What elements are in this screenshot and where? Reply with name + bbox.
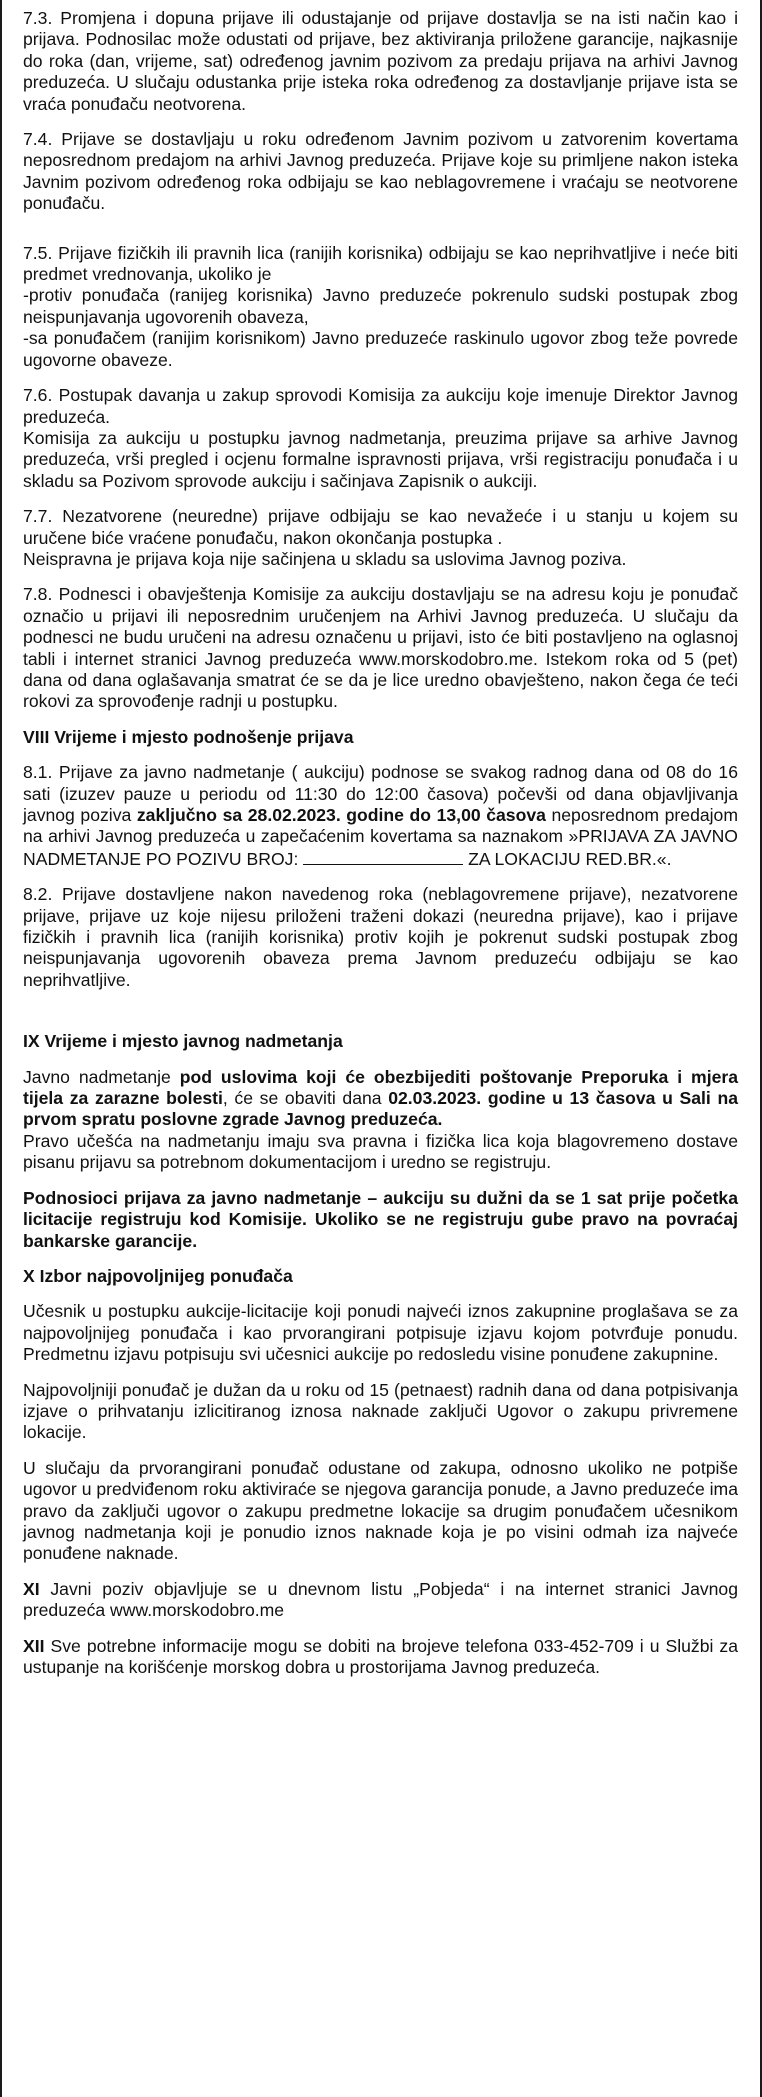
- section-9-p3: Podnosioci prijava za javno nadmetanje – aukciju su dužni da se 1 sat prije početka licitacije registruju kod Komisije. Ukoliko se ne registruju gube pravo na povraćaj bankarske garancije.: [23, 1187, 738, 1251]
- section-8-1: [23, 762, 738, 870]
- section-11-label: XI: [23, 1578, 40, 1599]
- section-8-2: 8.2. Prijave dostavljene nakon navedenog roka (neblagovremene prijave), nezatvorene prijave, prijave uz koje nijesu priloženi traženi dokazi (neuredna prijave), kao i prijave fizičkih i pravnih lica (ranijih korisnika) protiv kojih je pokrenut sudski postupak zbog neispunjavanja ugovorenih obaveza prema Javnom preduzeću odbijaju se kao neprihvatljive.: [23, 884, 738, 990]
- heading-section-10: X Izbor najpovoljnijeg ponuđača: [23, 1265, 293, 1286]
- section-12-label: XII: [23, 1635, 45, 1656]
- section-7-7-p2: Neispravna je prijava koja nije sačinjena u skladu sa uslovima Javnog poziva.: [23, 548, 627, 569]
- section-8-1-a: 8.1. Prijave za javno nadmetanje ( aukciju) podnose se svakog radnog dana od 08 do 16 sati (izuzev pauze u periodu od 11:30 do 12:00 časova) počevši od dana objavljivanja javnog poziva: [23, 762, 738, 825]
- section-12: [23, 1636, 738, 1679]
- section-10-p1: Učesnik u postupku aukcije-licitacije koji ponudi najveći iznos zakupnine proglašava se za najpovoljnijeg ponuđača i kao prvorangirani potpisuje izjavu kojom potvrđuje ponudu. Predmetnu izjavu potpisuju svi učesnici aukcije po redosledu visine ponuđene zakupnine.: [23, 1301, 738, 1365]
- section-7-5-item-2: -sa ponuđačem (ranijim korisnikom) Javno preduzeće raskinulo ugovor zbog teže povrede ugovorne obaveze.: [23, 328, 738, 370]
- section-10-p3: U slučaju da prvorangirani ponuđač odustane od zakupa, odnosno ukoliko ne potpiše ugovor u predviđenom roku aktiviraće se njegova garancija ponude, a Javno preduzeće ima pravo da zaključi ugovor o zakupu predmetne lokacije sa drugim ponuđačem učesnikom javnog nadmetanja koji je ponudio iznos naknade koja je po visini odmah iza najveće ponuđene naknade.: [23, 1457, 738, 1564]
- heading-section-9: IX Vrijeme i mjesto javnog nadmetanja: [23, 1031, 343, 1052]
- section-7-4: 7.4. Prijave se dostavljaju u roku određenom Javnim pozivom u zatvorenim kovertama neposrednom predajom na arhivi Javnog preduzeća. Prijave koje su primljene nakon isteka Javnim pozivom određenog roka odbijaju se kao neblagovremene i vraćaju se neotvorene ponuđaču.: [23, 129, 738, 214]
- heading-section-8: VIII Vrijeme i mjesto podnošenje prijava: [23, 726, 354, 747]
- section-11-text: Javni poziv objavljuje se u dnevnom listu „Pobjeda“ i na internet stranici Javnog preduzeća www.morskodobro.me: [23, 1578, 738, 1621]
- section-9-p2: Pravo učešća na nadmetanju imaju sva pravna i fizička lica koja blagovremeno dostave pisanu prijavu sa potrebnom dokumentacijom i uredno se registruju.: [23, 1130, 738, 1173]
- call-number-blank: [303, 848, 463, 865]
- section-11: [23, 1579, 738, 1622]
- section-7-6-p2: Komisija za aukciju u postupku javnog nadmetanja, preuzima prijave sa arhive Javnog preduzeća, vrši pregled i ocjenu formalne ispravnosti prijava, vrši registraciju ponuđača i u skladu sa Pozivom sprovode aukciju i sačinjava Zapisnik o aukciji.: [23, 427, 738, 491]
- section-7-3: 7.3. Promjena i dopuna prijave ili odustajanje od prijave dostavlja se na isti način kao i prijava. Podnosilac može odustati od prijave, bez aktiviranja priložene garancije, najkasnije do roka (dan, vrijeme, sat) određenog javnim pozivom za predaju prijava na arhivi Javnog preduzeća. U slučaju odustanka prije isteka roka određenog za dostavljanje prijave ista se vraća ponuđaču neotvorena.: [23, 8, 738, 114]
- section-10-p2: Najpovoljniji ponuđač je dužan da u roku od 15 (petnaest) radnih dana od dana potpisivanja izjave o prihvatanju izlicitiranog iznosa naknade zaključi Ugovor o zakupu privremene lokacije.: [23, 1379, 738, 1443]
- section-8-1-c: neposrednom predajom na arhivi Javnog preduzeća u zapečaćenim kovertama sa naznakom »PRIJAVA ZA JAVNO NADMETANJE PO POZIVU BROJ:: [23, 805, 738, 869]
- section-8-1-deadline: zaključno sa 28.02.2023. godine do 13,00 časova: [136, 805, 546, 825]
- section-9-date: 02.03.2023. godine u 13 časova u Sali na prvom spratu poslovne zgrade Javnog preduzeća.: [23, 1088, 738, 1130]
- section-8-1-d: ZA LOKACIJU RED.BR.«.: [463, 848, 672, 869]
- section-9-p1: [23, 1067, 738, 1131]
- section-7-7-p1: 7.7. Nezatvorene (neuredne) prijave odbijaju se kao nevažeće i u stanju u kojem su uručene biće vraćene ponuđaču, nakon okončanja postupka .: [23, 506, 738, 548]
- section-9-conditions: pod uslovima koji će obezbijediti poštovanje Preporuka i mjera tijela za zarazne bolesti: [23, 1066, 739, 1109]
- section-7-6-p1: 7.6. Postupak davanja u zakup sprovodi Komisija za aukciju koje imenuje Direktor Javnog preduzeća.: [23, 385, 738, 427]
- section-9-c: , će se obaviti dana: [222, 1088, 389, 1109]
- section-12-text: Sve potrebne informacije mogu se dobiti na brojeve telefona 033-452-709 i u Službi za ustupanje na korišćenje morskog dobra u prostorijama Javnog preduzeća.: [23, 1635, 738, 1677]
- section-7-5-intro: 7.5. Prijave fizičkih ili pravnih lica (ranijih korisnika) odbijaju se kao neprihvatljive i neće biti predmet vrednovanja, ukoliko je: [23, 242, 738, 285]
- section-9-a: Javno nadmetanje: [23, 1066, 180, 1087]
- section-7-5-item-1: -protiv ponuđača (ranijeg korisnika) Javno preduzeće pokrenulo sudski postupak zbog neispunjavanja ugovorenih obaveza,: [23, 285, 738, 327]
- section-7-8: 7.8. Podnesci i obavještenja Komisije za aukciju dostavljaju se na adresu koju je ponuđač označio u prijavi ili neposrednim uručenjem na Arhivi Javnog preduzeća. U slučaju da podnesci ne budu uručeni na adresu označenu u prijavi, isto će biti postavljeno na oglasnoj tabli i internet stranici Javnog preduzeća www.morskodobro.me. Istekom roka od 5 (pet) dana od dana oglašavanja smatrat će se da je lice uredno obavješteno, nakon čega će teći rokovi za sprovođenje radnji u postupku.: [23, 584, 738, 712]
